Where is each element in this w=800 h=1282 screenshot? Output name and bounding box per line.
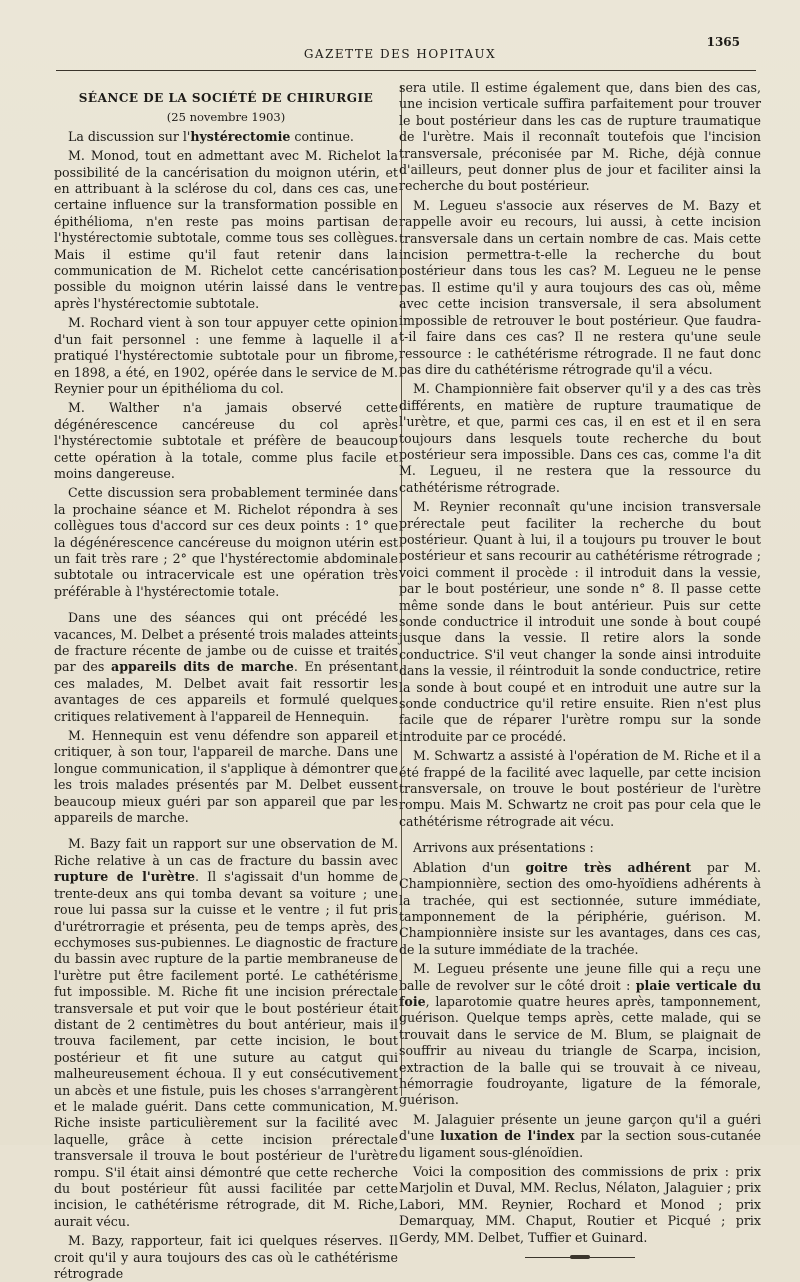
paragraph: sera utile. Il estime également que, dans bien des cas, une incision verticale suffira parfaitement pour trouver le bout postérieur dans les cas de rupture traumatique de l'urètre. Mais il reconnaît toutefois que l'incision transversale, préconisée par M. Riche, déjà connue d'ailleurs, peut donner plus de jour et faciliter ainsi la recherche du bout postérieur. — [399, 80, 761, 194]
section-title: SÉANCE DE LA SOCIÉTÉ DE CHIRURGIE — [78, 91, 374, 105]
paragraph: La discussion sur l'hystérectomie continue. — [68, 128, 354, 144]
paragraph: M. Jalaguier présente un jeune garçon qu'il a guéri d'une luxation de l'index par la section sous-cutanée du ligament sous-glénoïdien. — [399, 1111, 762, 1160]
left-column — [54, 90, 398, 1282]
paragraph: M. Walther n'a jamais observé cette dégénérescence cancéreuse du col après l'hystérectomie subtotale et préfère de beaucoup cette opération à la totale, comme plus facile et moins dangereuse. — [54, 400, 398, 481]
paragraph: Arrivons aux présentations : — [413, 840, 594, 856]
paragraph: M. Monod, tout en admettant avec M. Richelot la possibilité de la cancérisation du moignon utérin, et en attribuant à la sclérose du col, dans ces cas, une certaine influence sur la transformation possible en épithélioma, n'en reste pas moins partisan de l'hystérectomie subtotale, comme tous ses collègues. Mais il estime qu'il faut retenir dans la communication de M. Richelot cette cancérisation possible du moignon utérin laissé dans le ventre après l'hystérectomie subtotale. — [54, 148, 398, 311]
section-date: (25 novembre 1903) — [166, 110, 286, 125]
paragraph: M. Rochard vient à son tour appuyer cette opinion d'un fait personnel : une femme à laquelle il a pratiqué l'hystérectomie subtotale pour un fibrome, en 1898, a été, en 1902, opérée dans le service de M. Reynier pour un épithélioma du col. — [54, 315, 398, 396]
paragraph: Cette discussion sera probablement terminée dans la prochaine séance et M. Richelot répondra à ses collègues tous d'accord sur ces deux points : 1° que la dégénérescence cancéreuse du moignon utérin est un fait très rare ; 2° que l'hystérectomie abdominale subtotale ou intracervicale est une opération très préférable à l'hystérectomie totale. — [54, 485, 398, 599]
paragraph: Dans une des séances qui ont précédé les vacances, M. Delbet a présenté trois malades atteints de fracture récente de jambe ou de cuisse et traités par des appareils dits de marche. En présentant ces malades, M. Delbet avait fait ressortir les avantages de ces appareils et formulé quelques critiques relativement à l'appareil de Hennequin. — [54, 610, 399, 724]
paragraph: Ablation d'un goitre très adhérent par M. Championnière, section des omo-hyoïdiens adhérents à la trachée, qui est sectionnée, suture immédiate, tamponnement de la périphérie, guérison. M. Championnière insiste sur les avantages, dans ces cas, de la suture immédiate de la trachée. — [399, 859, 761, 957]
paragraph: M. Bazy, rapporteur, fait ici quelques réserves. Il croit qu'il y aura toujours des cas où le cathétérisme rétrograde — [54, 1233, 398, 1282]
paragraph: M. Bazy fait un rapport sur une observation de M. Riche relative à un cas de fracture du bassin avec rupture de l'urètre. Il s'agissait d'un homme de trente-deux ans qui tomba devant sa voiture ; une roue lui passa sur la cuisse et le ventre ; il fut pris d'urétrorragie et présenta, peu de temps après, des ecchymoses sus-pubiennes. Le diagnostic de fracture du bassin avec rupture de la partie membraneuse de l'urètre put être facilement porté. Le cathétérisme fut impossible. M. Riche fit une incision prérectale transversale et put voir que le bout postérieur était distant de 2 centimètres du bout antérieur, mais il trouva facilement, par cette incision, le bout postérieur et fit une suture au catgut qui malheureusement échoua. Il y eut consécutivement un abcès et une fistule, puis les choses s'arrangèrent et le malade guérit. Dans cette communication, M. Riche insiste particulièrement sur la facilité avec laquelle, grâce à cette incision prérectale transversale il trouva le bout postérieur de l'urètre rompu. S'il était ainsi démontré que cette recherche du bout postérieur fût aussi facilitée par cette incision, le cathétérisme rétrograde, dit M. Riche, aurait vécu. — [54, 836, 399, 1229]
header-rule — [56, 70, 756, 71]
paragraph: M. Reynier reconnaît qu'une incision transversale prérectale peut faciliter la recherche du bout postérieur. Quant à lui, il a toujours pu trouver le bout postérieur et sans recourir au cathétérisme rétrograde ; voici comment il procède : il introduit dans la vessie, par le bout postérieur, une sonde n° 8. Il passe cette même sonde dans le bout antérieur. Puis sur cette sonde conductrice il introduit une sonde à bout coupé jusque dans la vessie. Il retire alors la sonde conductrice. S'il veut changer la sonde ainsi introduite dans la vessie, il réintroduit la sonde conductrice, retire la sonde à bout coupé et en introduit une autre sur la sonde conductrice qu'il retire ensuite. Rien n'est plus facile que de réparer l'urètre rompu sur la sonde introduite par ce procédé. — [399, 499, 761, 744]
right-column — [399, 80, 761, 1260]
journal-title: GAZETTE DES HOPITAUX — [303, 47, 497, 61]
paragraph: Voici la composition des commissions de prix : prix Marjolin et Duval, MM. Reclus, Nélaton, Jalaguier ; prix Labori, MM. Reynier, Rochard et Monod ; prix Demarquay, MM. Chaput, Routier et Picqué ; prix Gerdy, MM. Delbet, Tuffier et Guinard. — [399, 1164, 761, 1245]
paragraph: M. Schwartz a assisté à l'opération de M. Riche et il a été frappé de la facilité avec laquelle, par cette incision transversale, on trouve le bout postérieur de l'urètre rompu. Mais M. Schwartz ne croit pas pour cela que le cathétérisme rétrograde ait vécu. — [399, 748, 761, 829]
paragraph: M. Championnière fait observer qu'il y a des cas très différents, en matière de rupture traumatique de l'urètre, et que, parmi ces cas, il en est et il en sera toujours dans lesquels toute recherche du bout postérieur sera impossible. Dans ces cas, comme l'a dit M. Legueu, il ne restera que la ressource du cathétérisme rétrograde. — [399, 381, 761, 495]
page-number: 1365 — [706, 35, 740, 49]
paragraph: M. Legueu s'associe aux réserves de M. Bazy et rappelle avoir eu recours, lui aussi, à cette incision transversale dans un certain nombre de cas. Mais cette incision permettra-t-elle la recherche du bout postérieur dans tous les cas? M. Legueu ne le pense pas. Il estime qu'il y aura toujours des cas où, même avec cette incision transversale, il sera absolument impossible de retrouver le bout postérieur. Que faudra-t-il faire dans ces cas? Il ne restera qu'une seule ressource : le cathétérisme rétrograde. Il ne faut donc pas dire du cathétérisme rétrograde qu'il a vécu. — [399, 197, 761, 377]
paragraph: M. Hennequin est venu défendre son appareil et critiquer, à son tour, l'appareil de marche. Dans une longue communication, il s'applique à démontrer que les trois malades présentés par M. Delbet eussent beaucoup mieux guéri par son appareil que par les appareils de marche. — [54, 728, 398, 826]
paragraph: M. Legueu présente une jeune fille qui a reçu une balle de revolver sur le côté droit : plaie verticale du foie, laparotomie quatre heures après, tamponnement, guérison. Quelque temps après, cette malade, qui se trouvait dans le service de M. Blum, se plaignait de souffrir au niveau du triangle de Scarpa, incision, extraction de la balle qui se trouvait à ce niveau, hémorragie foudroyante, ligature de la fémorale, guérison. — [399, 961, 761, 1108]
end-ornament — [525, 1256, 635, 1260]
